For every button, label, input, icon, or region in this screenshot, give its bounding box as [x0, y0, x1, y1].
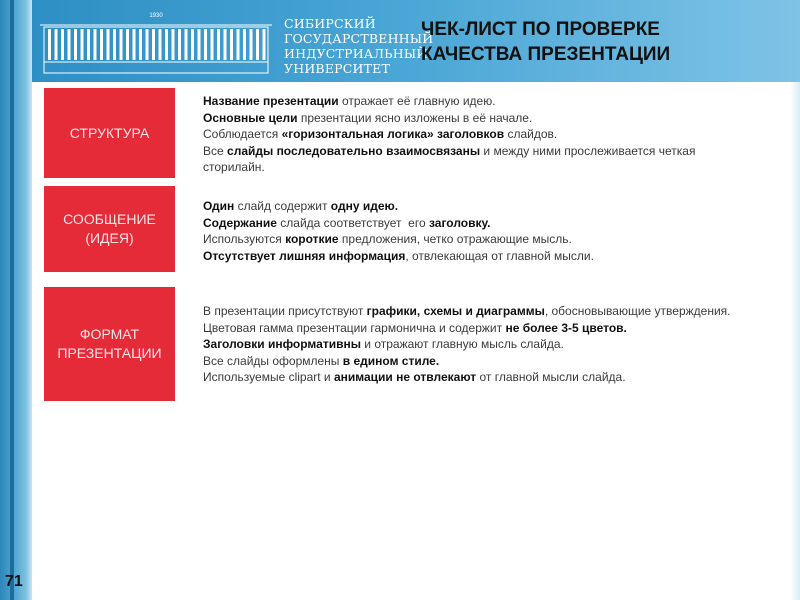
bold-text: в едином стиле. — [342, 353, 440, 368]
section-label-message: СООБЩЕНИЕ (ИДЕЯ) — [44, 186, 175, 272]
bold-text: Один — [203, 199, 235, 213]
building-column — [152, 29, 155, 60]
building-column — [198, 29, 201, 60]
checklist-line — [203, 110, 695, 127]
text: Соблюдается — [203, 127, 282, 141]
left-decor-stripe — [10, 0, 14, 600]
building-column — [178, 29, 181, 60]
building-column — [185, 29, 188, 60]
page-title-line: КАЧЕСТВА ПРЕЗЕНТАЦИИ — [421, 44, 671, 65]
building-column — [81, 29, 84, 60]
text: сторилайн. — [203, 160, 265, 174]
logo-year: 1930 — [149, 13, 163, 19]
checklist-line — [203, 198, 594, 215]
university-name-line: СИБИРСКИЙ — [284, 16, 376, 31]
text: презентации ясно изложены в её начале. — [297, 110, 533, 125]
text: предложения, четко отражающие мысль. — [338, 232, 572, 246]
building-column — [250, 29, 253, 60]
text: слайдов. — [504, 127, 558, 141]
section-text-structure — [203, 93, 695, 176]
section-label-structure: СТРУКТУРА — [44, 88, 175, 178]
bold-text: Содержание — [203, 215, 277, 230]
text: и отражают главную мысль слайда. — [360, 337, 564, 351]
page-title-line: ЧЕК-ЛИСТ ПО ПРОВЕРКЕ — [421, 19, 660, 40]
building-column — [204, 29, 207, 60]
building-column — [237, 29, 240, 60]
bold-text: анимации не отвлекают — [333, 370, 477, 384]
text: , отвлекающая от главной мысли. — [405, 248, 594, 263]
building-column — [87, 29, 90, 60]
bold-text: не более 3-5 цветов. — [505, 320, 627, 335]
slide-number: 71 — [5, 573, 23, 590]
text: от главной мысли слайда. — [476, 370, 626, 384]
right-decor — [790, 82, 800, 600]
bold-text: короткие — [285, 232, 339, 246]
bold-text: Отсутствует лишняя информация — [203, 248, 406, 263]
bold-text: одну идею. — [330, 199, 399, 213]
text: и между ними прослеживается четкая — [480, 143, 696, 158]
building-column — [165, 29, 168, 60]
building-column — [120, 29, 123, 60]
text: отражает её главную идею. — [338, 94, 496, 108]
building-column — [230, 29, 233, 60]
building-column — [61, 29, 64, 60]
building-column — [159, 29, 162, 60]
building-column — [211, 29, 214, 60]
left-decor-bar — [0, 0, 32, 600]
checklist-line — [203, 126, 695, 143]
text: Используемые clipart и — [203, 370, 334, 384]
checklist-line — [203, 336, 730, 353]
text: Все слайды оформлены — [203, 353, 343, 368]
checklist-line — [203, 215, 594, 232]
building-column — [113, 29, 116, 60]
bold-text: Основные цели — [203, 110, 298, 125]
checklist-line — [203, 143, 695, 160]
building-column — [172, 29, 175, 60]
text: слайда соответствует его — [276, 215, 429, 230]
bold-text: Заголовки информативны — [203, 337, 361, 351]
building-column — [94, 29, 97, 60]
university-name-line: УНИВЕРСИТЕТ — [284, 61, 391, 76]
university-building-logo — [40, 10, 272, 74]
checklist-line — [203, 353, 730, 370]
bold-text: Название презентации — [203, 94, 339, 108]
bold-text: слайды последовательно взаимосвязаны — [227, 143, 481, 158]
building-column — [263, 29, 266, 60]
checklist-line — [203, 159, 695, 176]
building-column — [133, 29, 136, 60]
text: Все — [203, 143, 228, 158]
building-column — [74, 29, 77, 60]
text: Цветовая гамма презентации гармонична и содержит — [203, 320, 506, 335]
checklist-line — [203, 231, 594, 248]
checklist-line — [203, 320, 730, 337]
bold-text: графики, схемы и диаграммы — [366, 304, 545, 318]
text: , обосновывающие утверждения. — [544, 304, 731, 318]
checklist-line — [203, 303, 730, 320]
text: Используются — [203, 232, 286, 246]
section-label-format: ФОРМАТ ПРЕЗЕНТАЦИИ — [44, 287, 175, 401]
building-column — [224, 29, 227, 60]
building-column — [256, 29, 259, 60]
university-name-line: ИНДУСТРИАЛЬНЫЙ — [284, 46, 428, 61]
building-column — [68, 29, 71, 60]
checklist-line — [203, 93, 695, 110]
checklist-line — [203, 248, 594, 265]
bold-text: заголовку. — [428, 215, 491, 230]
section-text-message — [203, 198, 594, 264]
building-column — [139, 29, 142, 60]
page-title — [421, 17, 670, 67]
section-text-format — [203, 303, 730, 386]
building-column — [55, 29, 58, 60]
university-name-line: ГОСУДАРСТВЕННЫЙ — [284, 31, 434, 46]
building-column — [217, 29, 220, 60]
building-column — [191, 29, 194, 60]
building-column — [48, 29, 51, 60]
building-column — [107, 29, 110, 60]
text: В презентации присутствуют — [203, 304, 367, 318]
checklist-line — [203, 369, 730, 386]
text: слайд содержит — [234, 199, 331, 213]
building-column — [243, 29, 246, 60]
building-column — [100, 29, 103, 60]
bold-text: «горизонтальная логика» заголовков — [281, 127, 505, 141]
building-column — [146, 29, 149, 60]
university-name — [284, 16, 433, 76]
building-column — [126, 29, 129, 60]
